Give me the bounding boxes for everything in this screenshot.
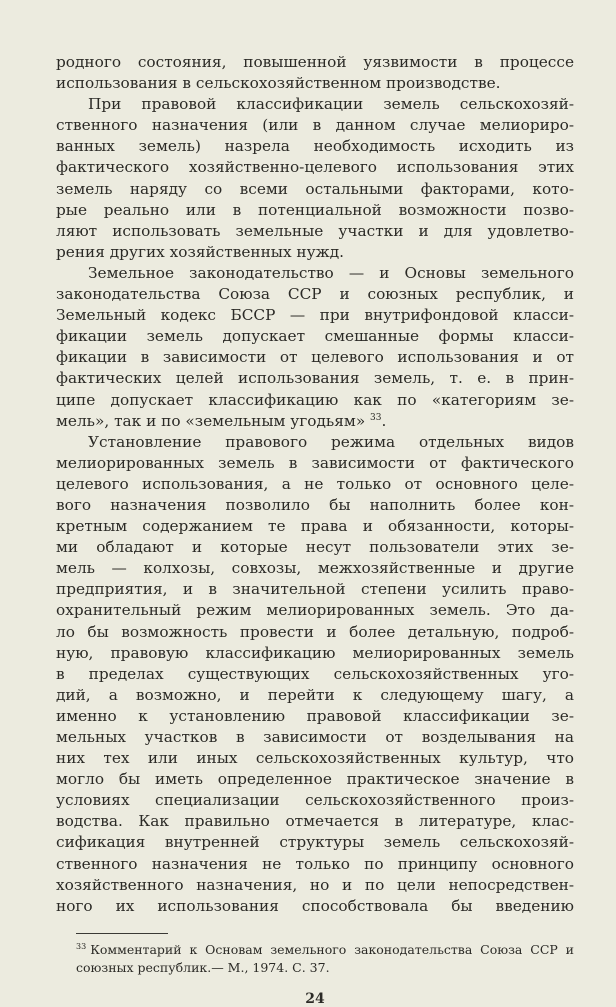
text-line-content: Установление правового режима отдельных видов [88, 432, 574, 451]
text-line-content: охранительный режим мелиорированных земель. Это да- [56, 601, 574, 620]
text-line [56, 790, 574, 811]
text-line-content: законодательства Союза ССР и союзных республик, и [56, 285, 574, 304]
text-line [56, 157, 574, 178]
text-line [56, 200, 574, 221]
text-line-content: родного состояния, повышенной уязвимости в процессе [56, 53, 574, 71]
text-line-tail: . [381, 411, 387, 430]
text-line [56, 305, 574, 326]
text-line [56, 284, 574, 305]
text-line [56, 242, 574, 263]
text-line-content: хозяйственного назначения, но и по цели непосредствен- [56, 875, 574, 894]
text-line [56, 664, 574, 685]
text-line-content: ципе допускает классификацию как по «категориям зе- [56, 390, 574, 409]
text-line-content: целевого использования, а не только от основного целе- [56, 474, 574, 493]
text-line-content: фикации в зависимости от целевого использования и от [56, 348, 574, 367]
page-number: 24 [305, 990, 325, 1007]
text-line-content: При правовой классификации земель сельскохозяй- [88, 95, 574, 114]
text-line [56, 832, 574, 853]
text-line [56, 453, 574, 474]
text-line-content: мельных участков в зависимости от возделывания на [56, 728, 574, 746]
text-line-content: фактических целей использования земель, т. е. в прин- [56, 369, 574, 388]
text-line [56, 643, 574, 664]
text-line [56, 347, 574, 368]
text-line [56, 136, 574, 157]
text-line-content: ственного назначения (или в данном случае мелиориро- [56, 116, 574, 135]
text-line-content: рые реально или в потенциальной возможности позво- [56, 200, 574, 219]
text-line-content: мель — колхозы, совхозы, межхозяйственные и другие [56, 559, 574, 578]
text-line [56, 263, 574, 284]
text-line-content: дий, а возможно, и перейти к следующему шагу, а [56, 685, 574, 704]
text-line [56, 579, 574, 600]
text-line-content: кретным содержанием те права и обязанности, которы- [56, 517, 574, 536]
text-line-content: именно к установлению правовой классификации зе- [56, 706, 574, 725]
text-line [56, 706, 574, 727]
text-line [56, 685, 574, 706]
text-line [56, 474, 574, 495]
text-line [56, 854, 574, 875]
text-line [56, 727, 574, 748]
text-line [56, 495, 574, 516]
text-line-content: Земельное законодательство — и Основы земельного [88, 263, 574, 282]
text-line [56, 600, 574, 621]
text-line [56, 94, 574, 115]
text-line [56, 221, 574, 242]
text-line-content: водства. Как правильно отмечается в литературе, клас- [56, 812, 574, 831]
text-line [56, 811, 574, 832]
body-text [56, 52, 572, 917]
text-line [56, 390, 574, 411]
footnote-mark: 33 [76, 941, 87, 951]
footnote-divider [76, 933, 168, 934]
text-line [56, 896, 574, 917]
text-line [56, 875, 574, 896]
text-line-content: фикации земель допускает смешанные формы класси- [56, 327, 574, 346]
text-line-content: мель», так и по «земельным угодьям» [56, 411, 366, 430]
text-line-content: них тех или иных сельскохозяйственных культур, что [56, 749, 574, 768]
text-line-content: ванных земель) назрела необходимость исходить из [56, 137, 574, 156]
footnote-text: Комментарий к Основам земельного законодательства Союза ССР и союзных республик.— М., 1974. С. 37. [76, 941, 574, 975]
text-line-content: ляют использовать земельные участки и для удовлетво- [56, 221, 574, 240]
text-line [56, 748, 574, 769]
text-line-content: ственного назначения не только по принципу основного [56, 854, 574, 873]
text-line [56, 52, 574, 73]
text-line-content: использования в сельскохозяйственном производстве. [56, 74, 501, 93]
text-line [56, 769, 574, 790]
text-line-content: ного их использования способствовала бы введению [56, 896, 574, 915]
text-line-content: могло бы иметь определенное практическое значение в [56, 770, 574, 789]
text-line-content: предприятия, и в значительной степени усилить право- [56, 580, 574, 599]
text-line-content: ную, правовую классификацию мелиорированных земель [56, 643, 574, 662]
text-line-content: ми обладают и которые несут пользователи этих зе- [56, 538, 574, 557]
text-line [56, 537, 574, 558]
footnote-reference: 33 [370, 412, 382, 423]
text-line [56, 368, 574, 389]
text-line-content: земель наряду со всеми остальными факторами, кото- [56, 179, 574, 198]
text-line [56, 622, 574, 643]
text-line [56, 432, 574, 453]
text-line-content: вого назначения позволило бы наполнить более кон- [56, 495, 574, 514]
text-line [56, 516, 574, 537]
text-line-content: фактического хозяйственно-целевого использования этих [56, 158, 574, 177]
text-line-content: Земельный кодекс БССР — при внутрифондовой класси- [56, 306, 574, 325]
text-line-content: ло бы возможность провести и более детальную, подроб- [56, 622, 574, 641]
text-line-content: условиях специализации сельскохозяйственного произ- [56, 791, 574, 810]
text-line [56, 411, 574, 432]
text-line [56, 179, 574, 200]
text-line-content: сификация внутренней структуры земель сельскохозяй- [56, 833, 574, 852]
text-line [56, 73, 574, 94]
text-line-content: в пределах существующих сельскохозяйственных уго- [56, 664, 574, 683]
text-line-content: рения других хозяйственных нужд. [56, 242, 344, 261]
text-line [56, 326, 574, 347]
text-line [56, 558, 574, 579]
footnote [56, 941, 574, 977]
text-line [56, 115, 574, 136]
text-line-content: мелиорированных земель в зависимости от фактического [56, 453, 574, 472]
